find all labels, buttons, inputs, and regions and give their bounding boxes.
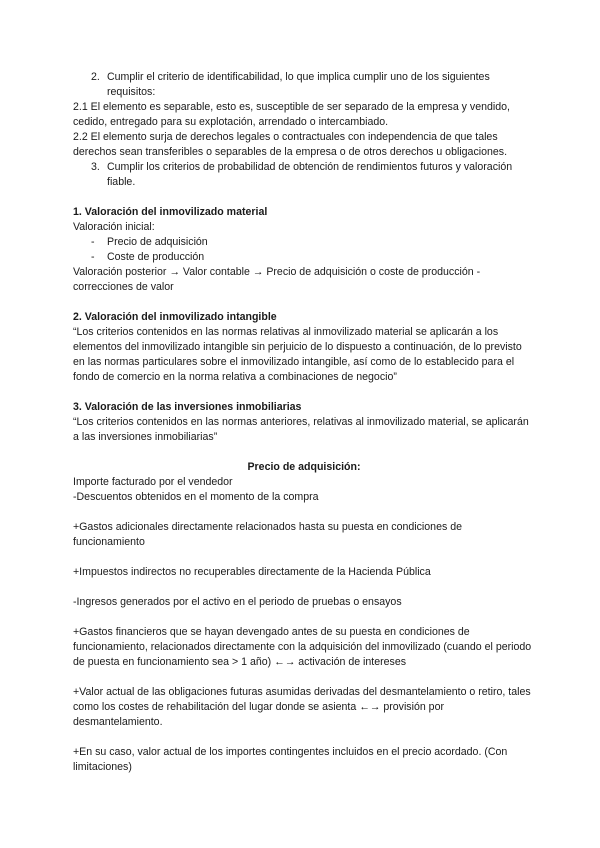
requirement-item-2 bbox=[73, 70, 535, 100]
requirement-2-1: 2.1 El elemento es separable, esto es, susceptible de ser separado de la empresa y vendido, cedido, entregado para su explotación, arrendado o intercambiado. bbox=[73, 101, 510, 128]
document-page bbox=[73, 70, 535, 775]
list-item bbox=[73, 235, 535, 250]
list-item bbox=[73, 250, 535, 265]
requirement-item-3 bbox=[73, 160, 535, 190]
precio-line: +Gastos adicionales directamente relacionados hasta su puesta en condiciones de funcionamiento bbox=[73, 521, 462, 548]
precio-line: Importe facturado por el vendedor bbox=[73, 476, 233, 488]
section-heading-1: 1. Valoración del inmovilizado material bbox=[73, 206, 268, 218]
precio-line: -Ingresos generados por el activo en el periodo de pruebas o ensayos bbox=[73, 596, 402, 608]
requirement-2-2: 2.2 El elemento surja de derechos legales o contractuales con independencia de que tales derechos sean transferibles o separables de la empresa o de otros derechos u obligaciones. bbox=[73, 131, 508, 158]
section-3-quote: “Los criterios contenidos en las normas anteriores, relativas al inmovilizado material, se aplicarán a las inversiones inmobiliarias” bbox=[73, 416, 529, 443]
bullet-dash: - bbox=[91, 236, 95, 248]
requirement-text: Cumplir el criterio de identificabilidad, lo que implica cumplir uno de los siguientes requisitos: bbox=[107, 71, 490, 98]
precio-line: -Descuentos obtenidos en el momento de la compra bbox=[73, 491, 319, 503]
section-heading-2: 2. Valoración del inmovilizado intangible bbox=[73, 311, 277, 323]
list-item-text: Coste de producción bbox=[107, 251, 205, 263]
list-item-text: Precio de adquisición bbox=[107, 236, 208, 248]
precio-adquisicion-heading: Precio de adquisición: bbox=[247, 461, 361, 473]
list-number: 2. bbox=[91, 71, 100, 83]
precio-line: +Impuestos indirectos no recuperables directamente de la Hacienda Pública bbox=[73, 566, 431, 578]
precio-line: +En su caso, valor actual de los importes contingentes incluidos en el precio acordado. (Con limitaciones) bbox=[73, 746, 508, 773]
section-heading-3: 3. Valoración de las inversiones inmobiliarias bbox=[73, 401, 302, 413]
initial-valuation-label: Valoración inicial: bbox=[73, 221, 155, 233]
precio-line: +Gastos financieros que se hayan devengado antes de su puesta en condiciones de funcionamiento, relacionados directamente con la adquisición del inmovilizado (cuando el periodo de puesta en funcionamiento sea > 1 año) ←→ activación de intereses bbox=[73, 626, 532, 668]
requirement-text: Cumplir los criterios de probabilidad de obtención de rendimientos futuros y valoración fiable. bbox=[107, 161, 513, 188]
bullet-dash: - bbox=[91, 251, 95, 263]
list-number: 3. bbox=[91, 161, 100, 173]
precio-line: +Valor actual de las obligaciones futuras asumidas derivadas del desmantelamiento o retiro, tales como los costes de rehabilitación del lugar donde se asienta ←→ provisión por desmantelamiento. bbox=[73, 686, 531, 728]
section-2-quote: “Los criterios contenidos en las normas relativas al inmovilizado material se aplicarán a los elementos del inmovilizado intangible sin perjuicio de lo dispuesto a continuación, de lo previsto en las normas particulares sobre el inmovilizado intangible, así como de lo establecido para el fondo de comercio en la norma relativa a combinaciones de negocio” bbox=[73, 326, 522, 383]
posterior-valuation: Valoración posterior → Valor contable → Precio de adquisición o coste de producción - correcciones de valor bbox=[73, 266, 481, 293]
